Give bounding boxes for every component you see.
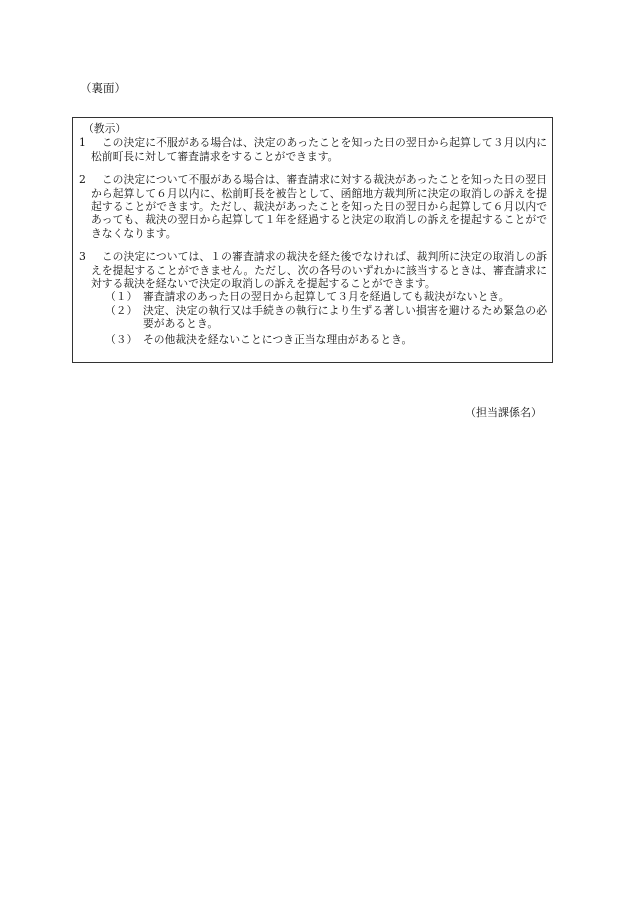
appeal-notice-box [72, 117, 553, 363]
notice-subitem-number: （１） [105, 290, 138, 304]
notice-subitem-text: 審査請求のあった日の翌日から起算して３月を経過しても裁決がないとき。 [143, 290, 510, 304]
notice-subitem-list [91, 290, 547, 346]
notice-item-text: この決定に不服がある場合は、決定のあったことを知った日の翌日から起算して３月以内に松前町長に対して審査請求をすることができます。 [91, 136, 547, 163]
notice-item-number: 3 [79, 250, 86, 264]
notice-item-3 [79, 250, 547, 346]
notice-item-text: この決定について不服がある場合は、審査請求に対する裁決があったことを知った日の翌日から起算して６月以内に、松前町長を被告として、函館地方裁判所に決定の取消しの訴えを提起することができます。ただし、裁決があったことを知った日の翌日から起算して６月以内であっても、裁決の翌日から起算して１年を経過すると決定の取消しの訴えを提起することができなくなります。 [91, 173, 547, 240]
notice-subitem-number: （３） [105, 332, 138, 346]
notice-subitem [91, 304, 547, 331]
notice-subitem [91, 290, 547, 303]
back-side-label: （裏面） [80, 81, 126, 95]
department-section-label: （担当課係名） [465, 406, 542, 419]
notice-item-number: 2 [79, 173, 86, 187]
notice-item-1 [79, 136, 547, 163]
notice-subitem-number: （２） [105, 303, 138, 317]
notice-subitem-text: 決定、決定の執行又は手続きの執行により生ずる著しい損害を避けるため緊急の必要があるとき。 [143, 303, 547, 331]
notice-heading: （教示） [83, 122, 127, 135]
notice-subitem-text: その他裁決を経ないことにつき正当な理由があるとき。 [143, 332, 413, 346]
notice-item-number: 1 [79, 136, 86, 150]
notice-subitem [91, 333, 547, 346]
notice-item-2 [79, 173, 547, 240]
notice-item-text: この決定については、１の審査請求の裁決を経た後でなければ、裁判所に決定の取消しの訴えを提起することができません。ただし、次の各号のいずれかに該当するときは、審査請求に対する裁決を経ないで決定の取消しの訴えを提起することができます。 [91, 250, 547, 291]
